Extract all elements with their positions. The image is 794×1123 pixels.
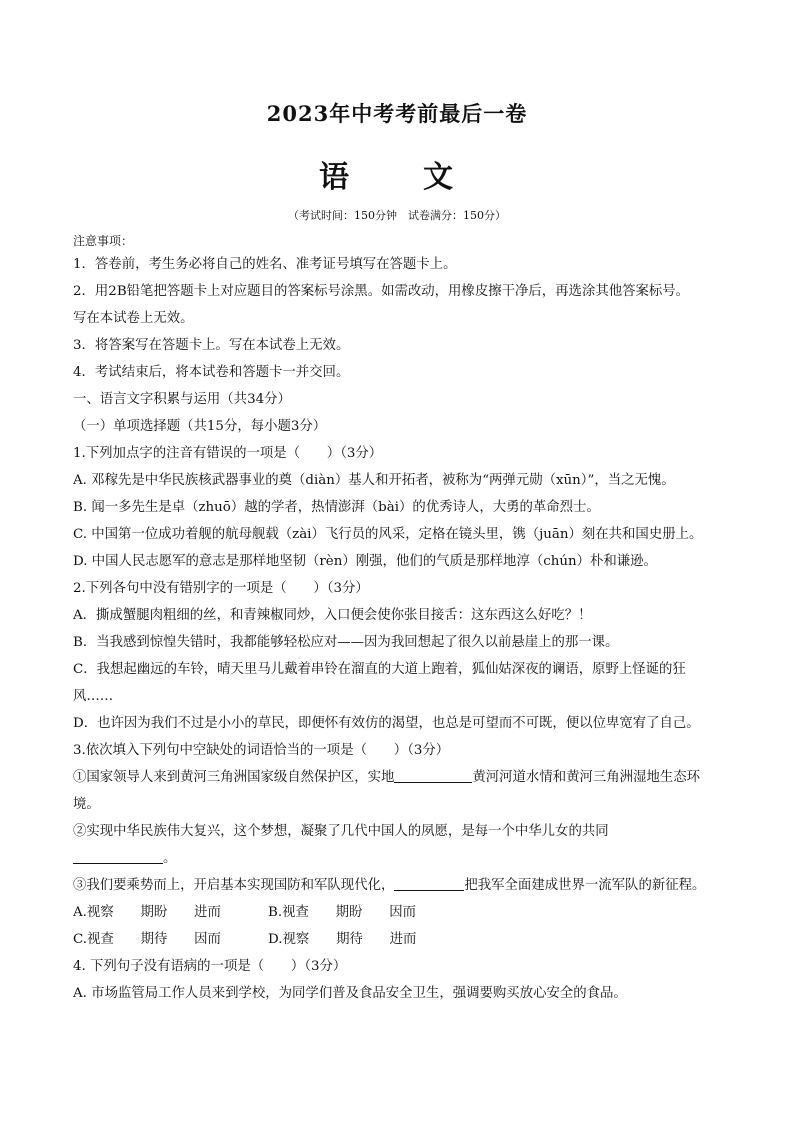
exam-meta: （考试时间：150分钟 试卷满分：150分） [288, 209, 506, 222]
note-item: 2．用2B铅笔把答题卡上对应题目的答案标号涂黑。如需改动，用橡皮擦干净后，再选涂其他答案标号。 [73, 284, 690, 299]
question-2-option-a: A．撕成蟹腿肉粗细的丝，和青辣椒同炒，入口便会使你张目接舌：这东西这么好吃？！ [73, 608, 592, 623]
sentence-text: 黄河河道水情和黄河三角洲湿地生态环 [472, 770, 701, 785]
question-3-option-d: D.视察 期待 进而 [268, 932, 417, 947]
question-3-option-b: B.视查 期盼 因而 [268, 905, 417, 920]
subject-title: 语 文 [319, 160, 475, 195]
question-1-option-b: B. 闻一多先生是卓（zhuō）越的学者，热情澎湃（bài）的优秀诗人，大勇的革命烈士。 [73, 500, 600, 515]
question-2-stem: 2.下列各句中没有错别字的一项是（ ）（3分） [73, 581, 369, 596]
question-3-sentence-1-cont: 境。 [73, 797, 100, 812]
sentence-text: 。 [163, 851, 177, 866]
note-item: 3．将答案写在答题卡上。写在本试卷上无效。 [73, 338, 350, 353]
question-3-option-c: C.视查 期待 因而 [73, 932, 221, 947]
question-1-stem: 1.下列加点字的注音有错误的一项是（ ）（3分） [73, 446, 383, 461]
note-item: 1．答卷前，考生务必将自己的姓名、准考证号填写在答题卡上。 [73, 257, 457, 272]
question-3-option-a: A.视察 期盼 进而 [73, 905, 221, 920]
sentence-text: 把我军全面建成世界一流军队的新征程。 [464, 878, 706, 893]
question-1-option-d: D. 中国人民志愿军的意志是那样地坚韧（rèn）刚强，他们的气质是那样地淳（chún）朴和谦逊。 [73, 554, 657, 569]
question-2-option-c: C．我想起幽远的车铃，晴天里马儿戴着串铃在溜直的大道上跑着，狐仙姑深夜的谰语，原野上怪诞的狂 [73, 662, 686, 677]
question-3-sentence-3 [73, 872, 723, 899]
question-3-sentence-1 [73, 764, 723, 791]
answer-blank[interactable] [73, 847, 163, 864]
question-4-stem: 4. 下列句子没有语病的一项是（ ）（3分） [73, 959, 347, 974]
question-3-sentence-2-cont [73, 845, 723, 872]
question-2-option-b: B．当我感到惊惶失错时，我都能够轻松应对——因为我回想起了很久以前悬崖上的那一课。 [73, 635, 619, 650]
question-3-sentence-2: ②实现中华民族伟大复兴，这个梦想，凝聚了几代中国人的夙愿，是每一个中华儿女的共同 [73, 824, 609, 839]
question-2-option-c-cont: 风…… [73, 689, 114, 704]
note-item: 4．考试结束后，将本试卷和答题卡一并交回。 [73, 365, 350, 380]
answer-blank[interactable] [394, 874, 464, 891]
answer-blank[interactable] [394, 766, 472, 783]
question-1-option-a: A. 邓稼先是中华民族核武器事业的奠（diàn）基人和开拓者，被称为“两弹元勋（xūn）”，当之无愧。 [73, 473, 675, 488]
exam-title: 2023年中考考前最后一卷 [266, 101, 528, 126]
question-1-option-c: C. 中国第一位成功着舰的航母舰载（zài）飞行员的风采，定格在镜头里，镌（juān）刻在共和国史册上。 [73, 527, 703, 542]
question-3-stem: 3.依次填入下列句中空缺处的词语恰当的一项是（ ）（3分） [73, 743, 450, 758]
question-2-option-d: D．也许因为我们不过是小小的草民，即便怀有效仿的渴望，也总是可望而不可既，便以位卑宽宥了自己。 [73, 716, 700, 731]
exam-content [73, 231, 723, 1007]
subsection-title: （一）单项选择题（共15分，每小题3分） [73, 419, 327, 434]
question-3-options-row [73, 926, 723, 953]
sentence-text: ③我们要乘势而上，开启基本实现国防和军队现代化， [73, 878, 395, 893]
note-item: 写在本试卷上无效。 [73, 311, 194, 326]
sentence-text: ①国家领导人来到黄河三角洲国家级自然保护区，实地 [73, 770, 395, 785]
section-title: 一、语言文字积累与运用（共34分） [73, 392, 291, 407]
notes-heading: 注意事项： [73, 234, 134, 248]
question-4-option-a: A. 市场监管局工作人员来到学校，为同学们普及食品安全卫生，强调要购买放心安全的食品。 [73, 986, 627, 1001]
question-3-options-row [73, 899, 723, 926]
